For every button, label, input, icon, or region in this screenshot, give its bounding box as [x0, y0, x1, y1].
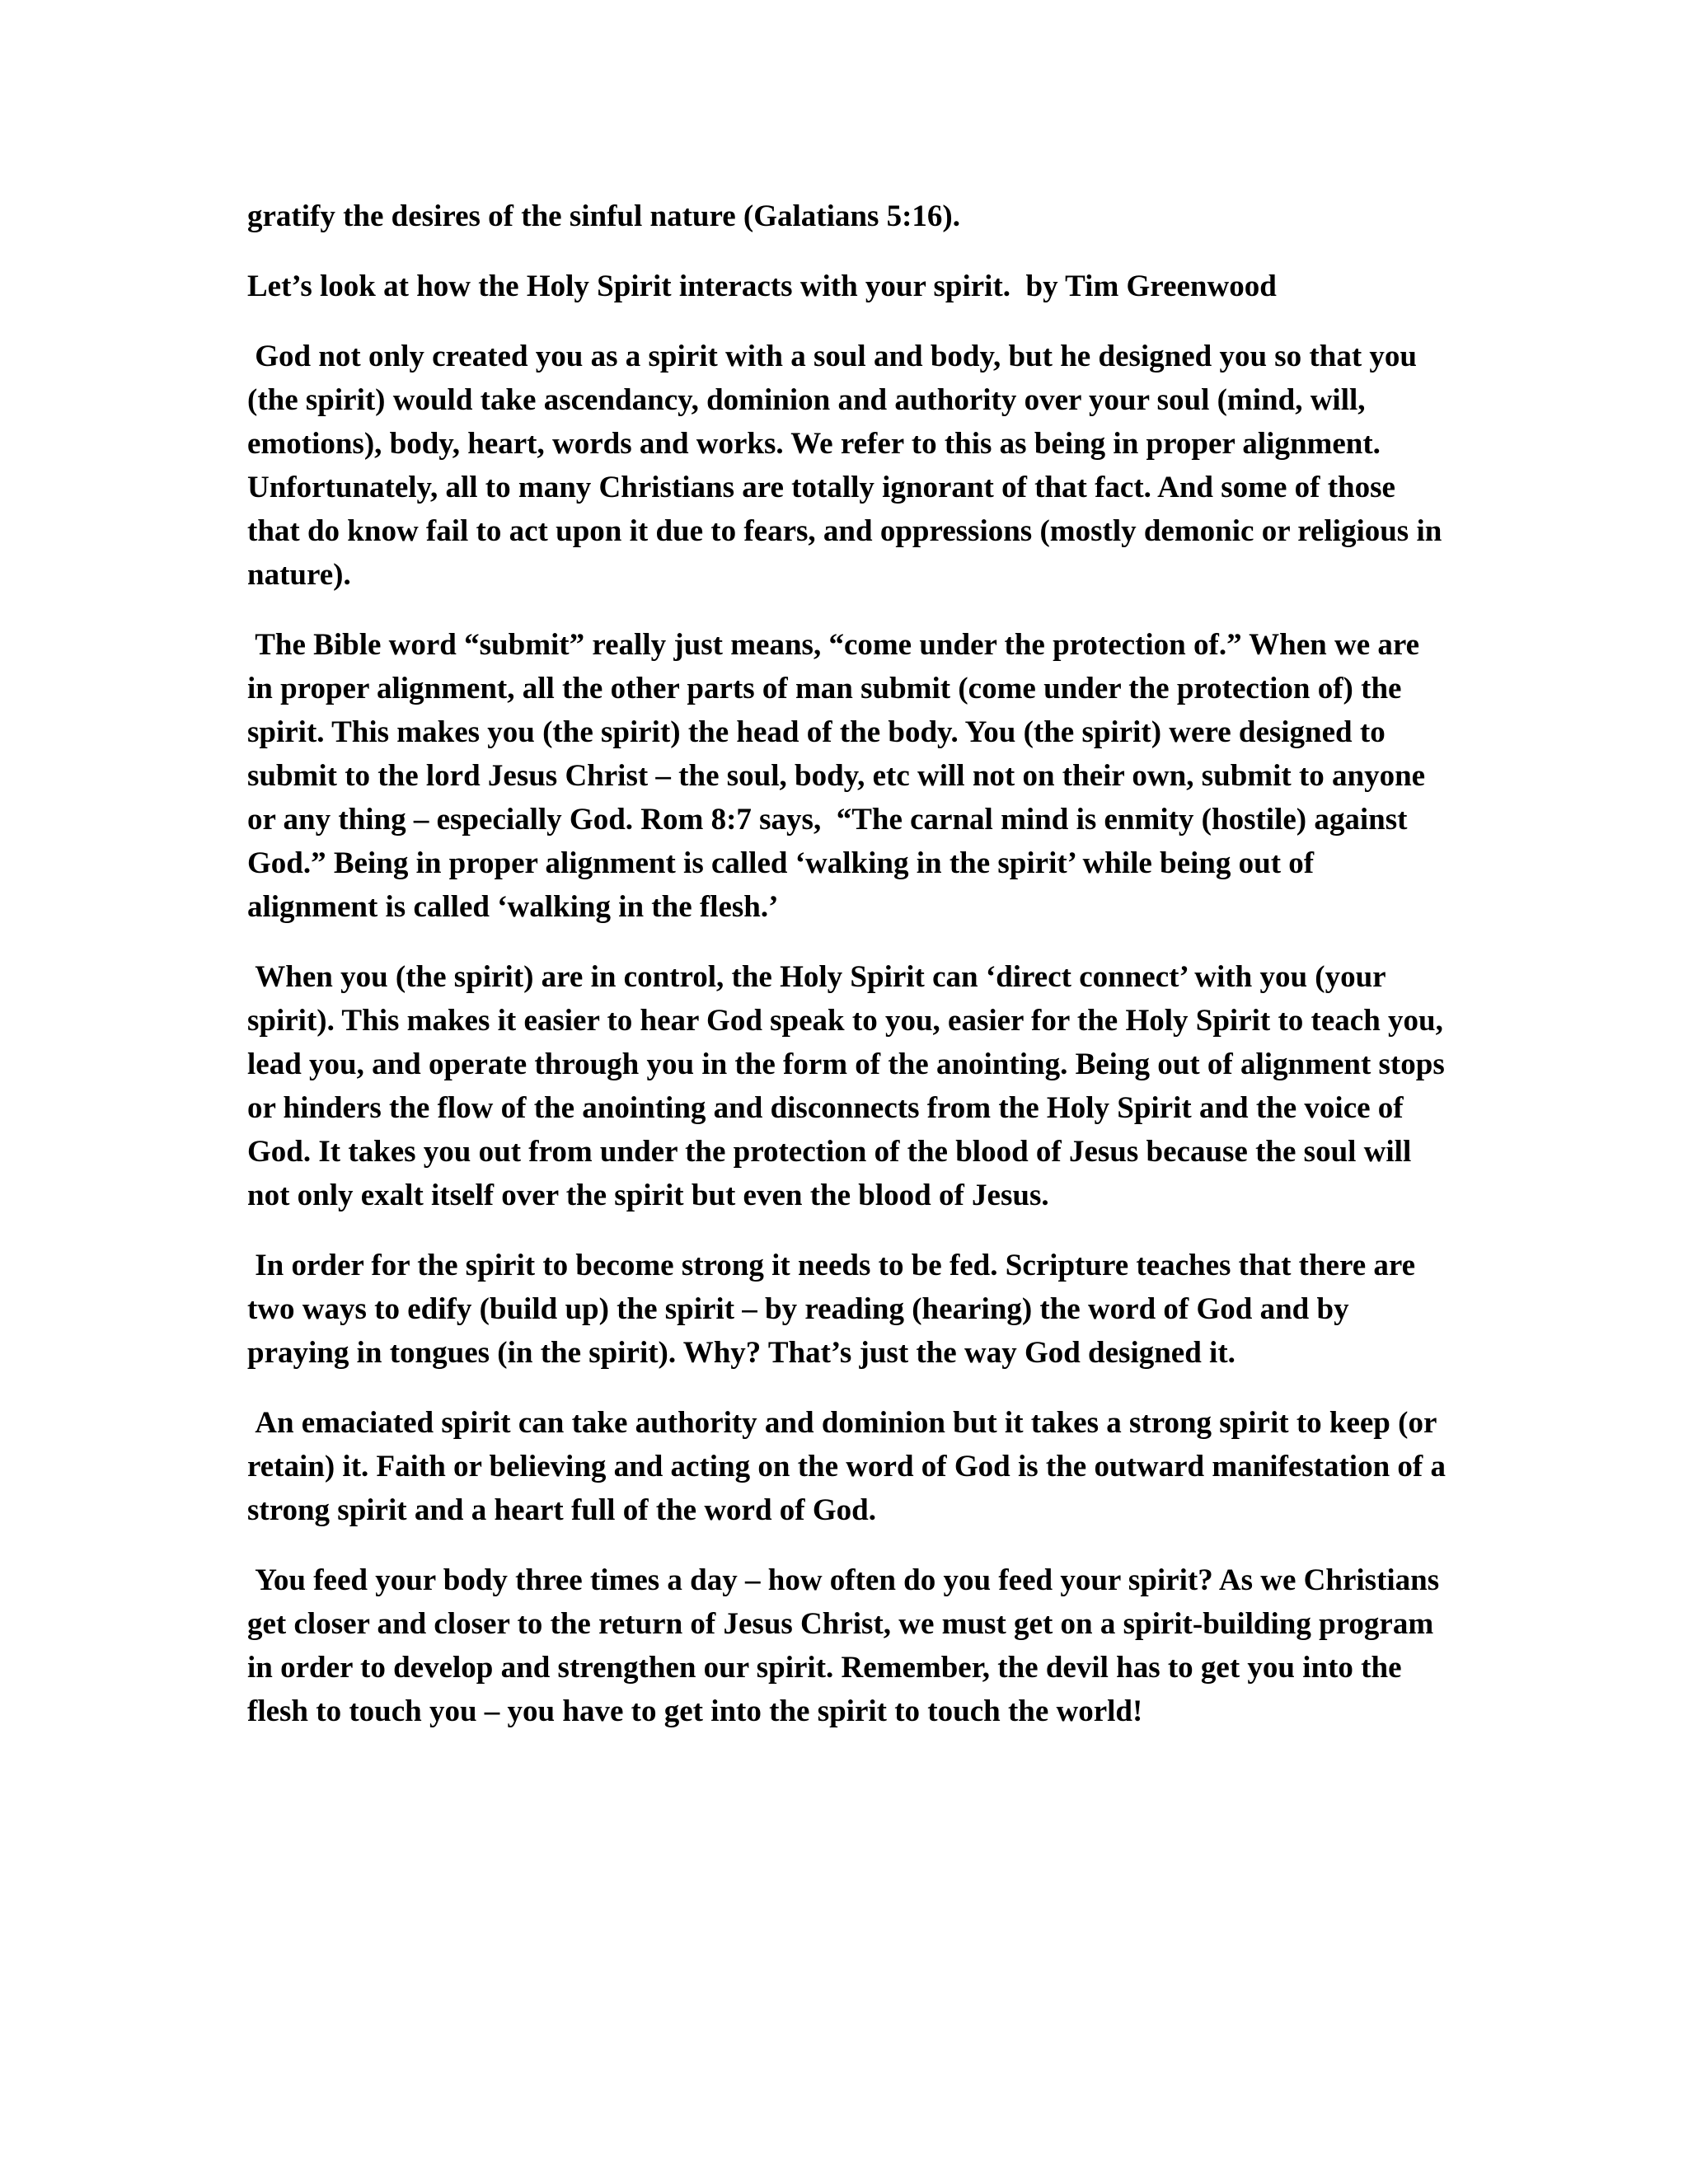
- paragraph-heading-byline: Let’s look at how the Holy Spirit interacts with your spirit. by Tim Greenwood: [247, 269, 1277, 303]
- document-body: [247, 194, 1454, 1760]
- paragraph-submit: The Bible word “submit” really just means, “come under the protection of.” When we are in proper alignment, all the other parts of man submit (come under the protection of) the spirit. This makes you (the spirit) the head of the body. You (the spirit) were designed to submit to the lord Jesus Christ – the soul, body, etc will not on their own, submit to anyone or any thing – especially God. Rom 8:7 says, “The carnal mind is enmity (hostile) against God.” Being in proper alignment is called ‘walking in the spirit’ while being out of alignment is called ‘walking in the flesh.’: [247, 628, 1433, 924]
- paragraph-alignment: God not only created you as a spirit with a soul and body, but he designed you so that you (the spirit) would take ascendancy, dominion and authority over your soul (mind, will, emotions), body, heart, words and works. We refer to this as being in proper alignment. Unfortunately, all to many Christians are totally ignorant of that fact. And some of those that do know fail to act upon it due to fears, and oppressions (mostly demonic or religious in nature).: [247, 340, 1450, 592]
- paragraph-feeding: In order for the spirit to become strong it needs to be fed. Scripture teaches that there are two ways to edify (build up) the spirit – by reading (hearing) the word of God and by praying in tongues (in the spirit). Why? That’s just the way God designed it.: [247, 1249, 1423, 1370]
- paragraph-conclusion: You feed your body three times a day – how often do you feed your spirit? As we Christians get closer and closer to the return of Jesus Christ, we must get on a spirit-building program in order to develop and strengthen our spirit. Remember, the devil has to get you into the flesh to touch you – you have to get into the spirit to touch the world!: [247, 1563, 1447, 1728]
- paragraph-strong-spirit: An emaciated spirit can take authority and dominion but it takes a strong spirit to keep (or retain) it. Faith or believing and acting on the word of God is the outward manifestation of a strong spirit and a heart full of the word of God.: [247, 1406, 1454, 1527]
- paragraph-continuation: gratify the desires of the sinful nature (Galatians 5:16).: [247, 199, 961, 233]
- paragraph-control: When you (the spirit) are in control, the Holy Spirit can ‘direct connect’ with you (your spirit). This makes it easier to hear God speak to you, easier for the Holy Spirit to teach you, lead you, and operate through you in the form of the anointing. Being out of alignment stops or hinders the flow of the anointing and disconnects from the Holy Spirit and the voice of God. It takes you out from under the protection of the blood of Jesus because the soul will not only exalt itself over the spirit but even the blood of Jesus.: [247, 960, 1452, 1212]
